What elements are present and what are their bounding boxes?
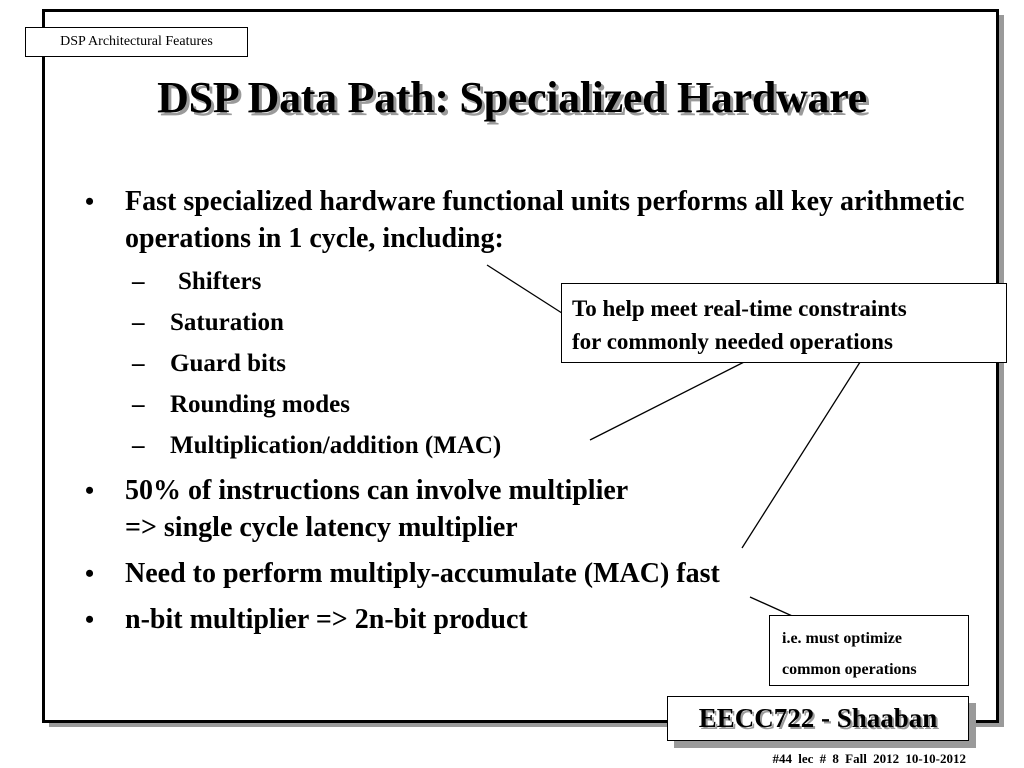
bullet-item <box>85 472 965 546</box>
bullet-text: Need to perform multiply-accumulate (MAC) fast <box>125 558 720 589</box>
sub-item <box>85 384 965 425</box>
bullet-dot: • <box>85 605 95 634</box>
callout-line: for commonly needed operations <box>572 329 893 354</box>
sub-item-text: Multiplication/addition (MAC) <box>170 432 502 459</box>
sub-item-text: Guard bits <box>170 350 287 377</box>
slide-footer: #44 lec # 8 Fall 2012 10-10-2012 <box>772 751 966 766</box>
dash-marker: – <box>132 268 145 295</box>
bullet-item <box>85 183 965 257</box>
bullet-text-line2: => single cycle latency multiplier <box>125 512 518 543</box>
sub-item-text: Saturation <box>170 309 284 336</box>
sub-item <box>85 425 965 466</box>
bullet-dot: • <box>85 187 95 216</box>
callout-line: i.e. must optimize <box>782 630 902 647</box>
callout-optimize <box>769 615 969 686</box>
callout-line: To help meet real-time constraints <box>572 296 907 321</box>
bullet-item <box>85 555 965 592</box>
bullet-text: Fast specialized hardware functional units performs all key arithmetic operations in 1 cycle, including: <box>125 186 965 254</box>
section-tag: DSP Architectural Features <box>25 27 248 57</box>
sub-item-text: Shifters <box>178 268 262 295</box>
callout-line: common operations <box>782 661 917 678</box>
bullet-dot: • <box>85 476 95 505</box>
bullet-text: 50% of instructions can involve multiplier <box>125 475 629 506</box>
bullet-text: n-bit multiplier => 2n-bit product <box>125 604 528 635</box>
dash-marker: – <box>132 432 145 459</box>
bullet-dot: • <box>85 559 95 588</box>
sub-item-text: Rounding modes <box>170 391 350 418</box>
course-badge: EECC722 - Shaaban <box>667 696 969 741</box>
dash-marker: – <box>132 309 145 336</box>
bullet-list <box>85 183 965 638</box>
slide-title: DSP Data Path: Specialized Hardware <box>157 73 867 122</box>
dash-marker: – <box>132 391 145 418</box>
dash-marker: – <box>132 350 145 377</box>
callout-realtime <box>561 283 1007 363</box>
